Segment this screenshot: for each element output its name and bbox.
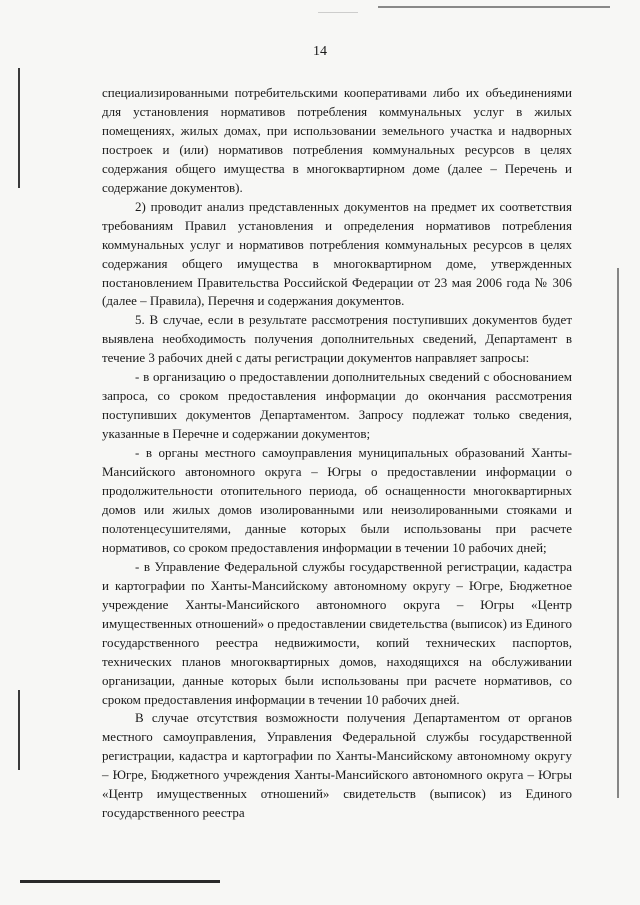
paragraph-request-registration-service: - в Управление Федеральной службы государственной регистрации, кадастра и картографии по Ханты-Мансийскому автономному округу – Югре, Бюджетное учреждение Ханты-Мансийского автономного округа – Югры «Центр имущественных отношений» о предоставлении свидетельства (выписок) из Единого государственного реестра недвижимости, копий технических паспортов, технических планов многоквартирных домов, находящихся на обслуживании организации, данные которых были использованы при расчете нормативов, со сроком предоставления информации в течении 10 рабочих дней.	[102, 558, 572, 707]
page-number: 14	[313, 44, 327, 59]
scan-edge-right	[617, 268, 619, 798]
paragraph-continuation: специализированными потребительскими кооперативами либо их объединениями для установления нормативов потребления коммунальных услуг в жилых помещениях, жилых домах, при использовании земельного участка и надворных построек и (или) нормативов потребления коммунальных ресурсов в целях содержания общего имущества в многоквартирном доме (далее – Перечень и содержание документов).	[102, 85, 572, 195]
paragraph-request-organization: - в организацию о предоставлении дополнительных сведений с обоснованием запроса, со сроком предоставления информации до окончания рассмотрения поступивших документов Департаментом. Запросу подлежат только сведения, указанные в Перечне и содержании документов;	[102, 369, 572, 442]
paragraph-item-2: 2) проводит анализ представленных документов на предмет их соответствия требованиям Правил установления и определения нормативов потребления коммунальных услуг и нормативов потребления коммунальных ресурсов в целях содержания общего имущества в многоквартирном доме, утвержденных постановлением Правительства Российской Федерации от 23 мая 2006 года № 306 (далее – Правила), Перечня и содержания документов.	[102, 198, 572, 309]
scan-edge-top	[378, 6, 610, 8]
paragraph-section-5: 5. В случае, если в результате рассмотрения поступивших документов будет выявлена необходимость получения дополнительных сведений, Департамент в течение 3 рабочих дней с даты регистрации документов направляет запросы:	[102, 312, 572, 366]
scan-edge-left-upper	[18, 68, 20, 188]
paragraph-request-local-government: - в органы местного самоуправления муниципальных образований Ханты-Мансийского автономного округа – Югры о предоставлении информации о продолжительности отопительного периода, об оснащенности многоквартирных домов или жилых домов изолированными или неизолированными стояками и полотенцесушителями, данные которых были использованы при расчете нормативов, со сроком предоставления информации в течении 10 рабочих дней;	[102, 445, 572, 555]
scan-edge-top-faint	[318, 12, 358, 13]
scan-edge-left-lower	[18, 690, 20, 770]
document-body	[102, 84, 572, 823]
scan-edge-bottom	[20, 880, 220, 883]
paragraph-if-unavailable: В случае отсутствия возможности получения Департаментом от органов местного самоуправления, Управления Федеральной службы государственной регистрации, кадастра и картографии по Ханты-Мансийскому автономному округу – Югре, Бюджетного учреждения Ханты-Мансийского автономного округа – Югры «Центр имущественных отношений» свидетельств (выписок) из Единого государственного реестра	[102, 710, 572, 821]
